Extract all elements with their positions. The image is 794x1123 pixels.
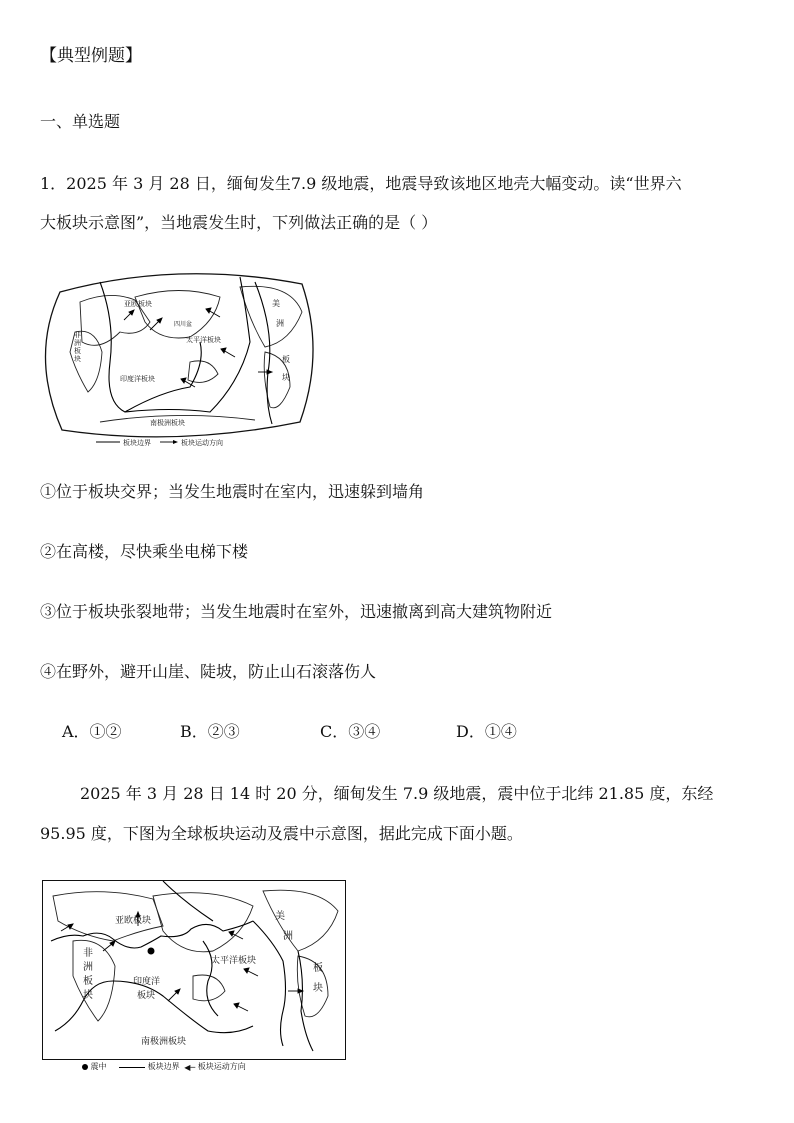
map1-label-pacific: 太平洋板块 (186, 336, 221, 344)
map2-label-antarctic: 南极洲板块 (141, 1037, 187, 1047)
map1-label-sichuan: 四川盆 (174, 321, 193, 328)
map2-label-america-1: 美 (275, 911, 285, 922)
map1-label-plate-1: 板 (282, 355, 290, 364)
question-1-stem-line2: 大板块示意图”，当地震发生时，下列做法正确的是（ ） (40, 213, 438, 232)
statement-4: ④在野外，避开山崖、陡坡，防止山石滚落伤人 (40, 662, 377, 681)
map1-legend-direction: 板块运动方向 (181, 439, 223, 447)
option-b[interactable]: B．②③ (180, 722, 240, 741)
map1-label-antarctic: 南极洲板块 (150, 419, 185, 427)
legend-boundary: 板块边界 (147, 1062, 180, 1071)
map2-label-plate-2: 块 (313, 983, 323, 994)
map2-asia (153, 893, 253, 952)
map2-label-indian-2: 板块 (137, 991, 156, 1001)
map2-label-africa-3: 板 (83, 976, 93, 987)
map1-label-plate-2: 块 (282, 373, 290, 382)
map2-plate-boundary-north (51, 921, 253, 948)
map2-legend (82, 1061, 342, 1075)
map1-label-eurasia: 亚欧板块 (124, 300, 152, 308)
arrow-left-icon: ◀─ (184, 1062, 196, 1072)
epicenter-legend-icon (82, 1064, 88, 1070)
statement-3: ③位于板块张裂地带；当发生地震时在室外，迅速撤离到高大建筑物附近 (40, 602, 553, 621)
map2-plate-boundary-east-asia (163, 881, 213, 921)
map2-africa (73, 940, 115, 1021)
map1-label-america-2: 洲 (276, 319, 284, 328)
map1-legend-boundary: 板块边界 (123, 439, 151, 447)
map1-legend-arrow-icon (173, 440, 178, 444)
map2-plate-boundary-south (55, 981, 253, 1033)
map1-label-america-1: 美 (272, 299, 280, 308)
statement-2: ②在高楼，尽快乘坐电梯下楼 (40, 542, 249, 561)
passage-line1: 2025 年 3 月 28 日 14 时 20 分，缅甸发生 7.9 级地震，震中位于北纬 21.85 度，东经 (80, 784, 714, 803)
section-subheader: 一、单选题 (40, 112, 121, 131)
map1-label-africa-3: 板 (74, 347, 81, 355)
option-c[interactable]: C．③④ (320, 722, 381, 741)
option-a[interactable]: A．①② (62, 722, 122, 741)
map1-label-africa-4: 块 (74, 355, 81, 363)
map2-epicenter-marker (148, 948, 155, 955)
question-1-stem-line1: 1．2025 年 3 月 28 日，缅甸发生7.9 级地震，地震导致该地区地壳大幅变动。读“世界六 (40, 174, 682, 193)
map2-label-africa-2: 洲 (83, 962, 93, 973)
map2-label-pacific: 太平洋板块 (211, 956, 257, 966)
map2-plate-boundary-americas (298, 951, 313, 1051)
section-header: 【典型例题】 (40, 46, 142, 66)
map2-label-eurasia: 亚欧板块 (115, 916, 152, 926)
option-d[interactable]: D．①④ (456, 722, 517, 741)
map2-plate-boundary-pacific-east (253, 921, 286, 1046)
map1-label-africa-2: 洲 (74, 339, 81, 347)
world-plates-map-2-svg (43, 881, 345, 1059)
map2-label-africa-1: 非 (83, 948, 93, 959)
world-plates-map-1 (40, 262, 315, 450)
world-plates-map-2 (42, 880, 346, 1060)
map2-label-africa-4: 块 (83, 990, 93, 1001)
legend-direction: 板块运动方向 (197, 1062, 246, 1071)
boundary-legend-line (119, 1067, 145, 1068)
map2-label-america-2: 洲 (283, 931, 293, 942)
world-plates-map-1-svg (40, 262, 315, 450)
map1-label-indian: 印度洋板块 (120, 375, 155, 383)
map2-label-plate-1: 板 (313, 963, 323, 974)
map2-label-indian-1: 印度洋 (133, 977, 161, 987)
map2-motion-arrows (61, 912, 303, 1011)
passage-line2: 95.95 度，下图为全球板块运动及震中示意图，据此完成下面小题。 (40, 824, 523, 843)
map1-label-africa-1: 非 (74, 331, 81, 339)
statement-1: ①位于板块交界；当发生地震时在室内，迅速躲到墙角 (40, 482, 425, 501)
legend-epicenter: 震中 (90, 1062, 107, 1071)
